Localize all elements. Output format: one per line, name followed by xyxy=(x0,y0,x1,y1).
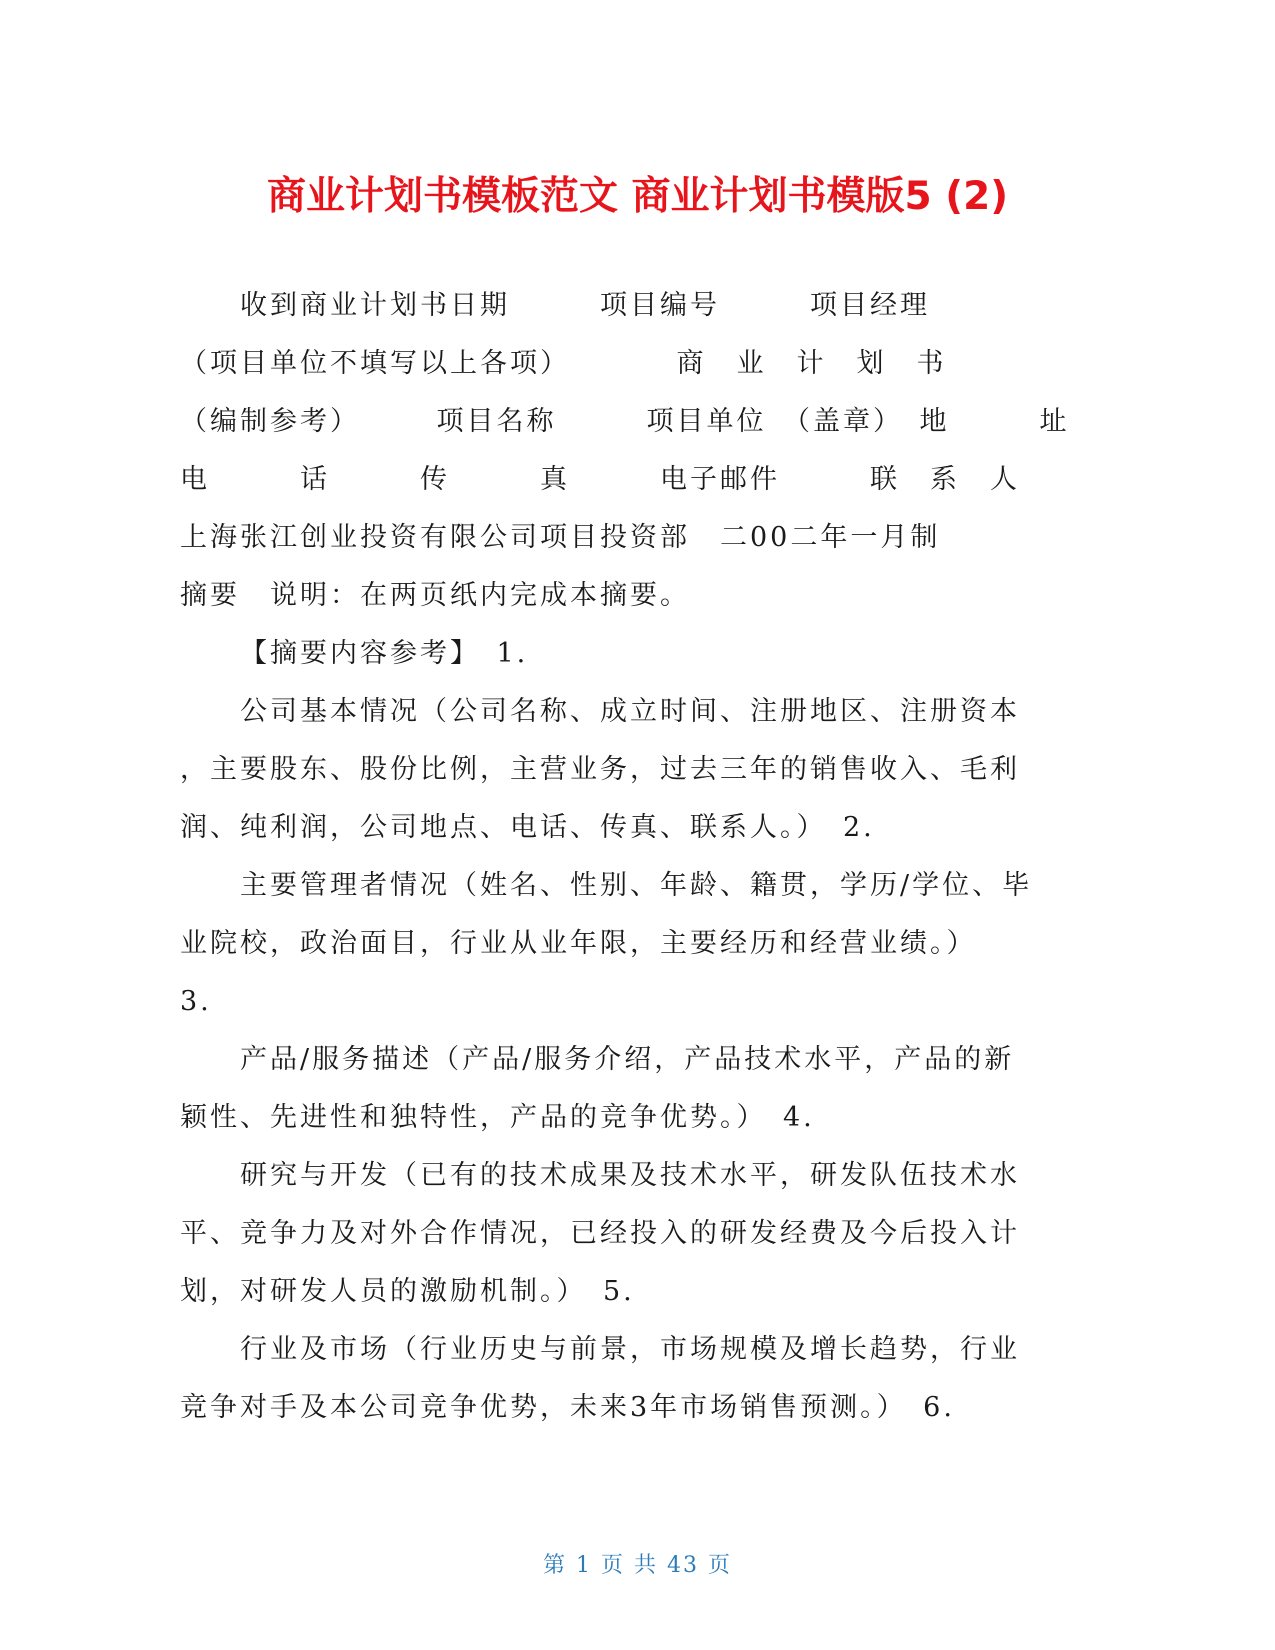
body-line: 竞争对手及本公司竞争优势，未来3年市场销售预测。） 6. xyxy=(180,1392,955,1423)
body-line: 【摘要内容参考】 1. xyxy=(240,638,529,669)
body-line: 平、竞争力及对外合作情况，已经投入的研发经费及今后投入计 xyxy=(180,1218,1020,1249)
body-line: 产品/服务描述（产品/服务介绍，产品技术水平，产品的新 xyxy=(240,1044,1015,1075)
body-line: 摘要 说明：在两页纸内完成本摘要。 xyxy=(180,580,690,611)
body-line: 润、纯利润，公司地点、电话、传真、联系人。） 2. xyxy=(180,812,875,843)
body-line: 划，对研发人员的激励机制。） 5. xyxy=(180,1276,635,1307)
body-line: 电 话 传 真 电子邮件 联 系 人 xyxy=(180,464,1020,495)
body-line: 3. xyxy=(180,986,212,1017)
body-line: 公司基本情况（公司名称、成立时间、注册地区、注册资本 xyxy=(240,696,1020,727)
body-line: 收到商业计划书日期 项目编号 项目经理 xyxy=(240,290,930,321)
page-footer: 第 1 页 共 43 页 xyxy=(543,1553,732,1578)
body-line: ，主要股东、股份比例，主营业务，过去三年的销售收入、毛利 xyxy=(180,754,1020,785)
body-line: （项目单位不填写以上各项） 商 业 计 划 书 xyxy=(180,348,947,379)
body-line: 上海张江创业投资有限公司项目投资部 二00二年一月制 xyxy=(180,522,941,553)
body-line: 研究与开发（已有的技术成果及技术水平，研发队伍技术水 xyxy=(240,1160,1020,1191)
body-line: 业院校，政治面目，行业从业年限，主要经历和经营业绩。） xyxy=(180,928,977,959)
body-line: 颖性、先进性和独特性，产品的竞争优势。） 4. xyxy=(180,1102,815,1133)
body-line: 行业及市场（行业历史与前景，市场规模及增长趋势，行业 xyxy=(240,1334,1020,1365)
body-line: （编制参考） 项目名称 项目单位 （盖章） 地 址 xyxy=(180,406,1070,437)
document-title: 商业计划书模板范文 商业计划书模版5 (2) xyxy=(266,174,1009,219)
body-line: 主要管理者情况（姓名、性别、年龄、籍贯，学历/学位、毕 xyxy=(240,870,1033,901)
